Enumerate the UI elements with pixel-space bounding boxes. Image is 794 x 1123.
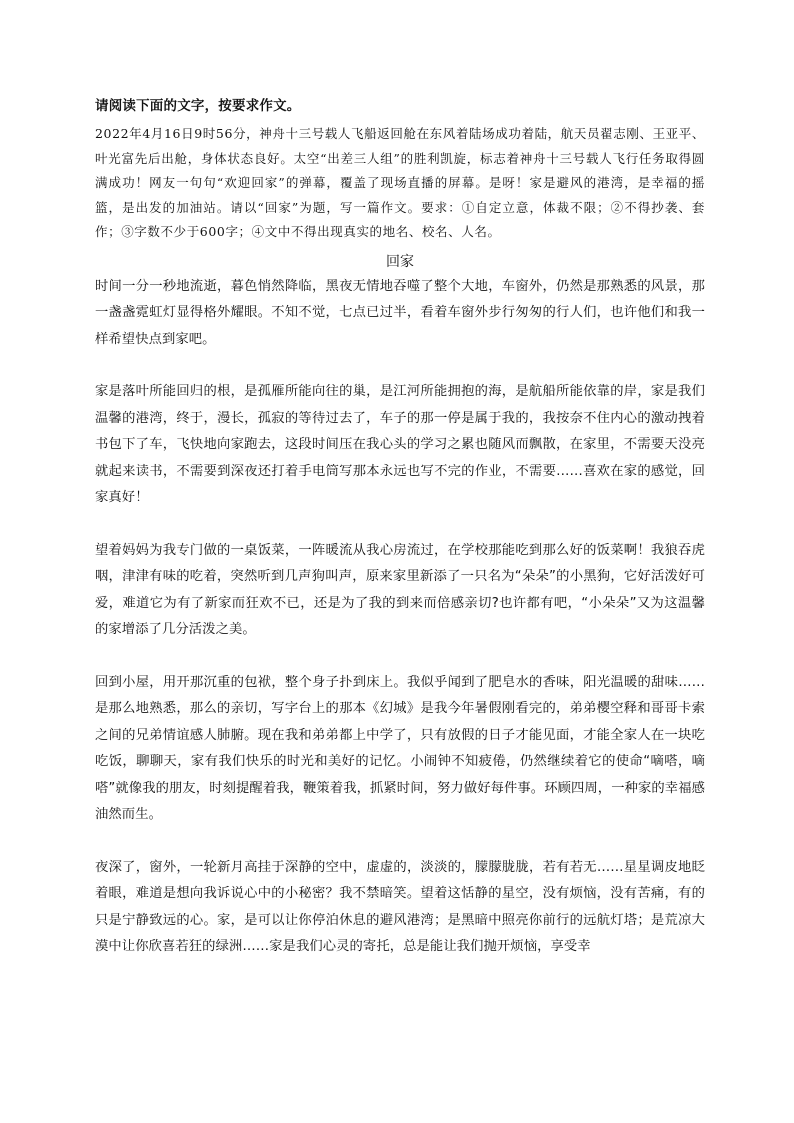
essay-paragraph-5: 夜深了，窗外，一轮新月高挂于深静的空中，虚虚的，淡淡的，朦朦胧胧，若有若无……星星调皮地眨着眼，难道是想向我诉说心中的小秘密？我不禁暗笑。望着这恬静的星空，没有烦恼，没有苦痛，有的只是宁静致远的心。家，是可以让你停泊休息的避风港湾；是黑暗中照亮你前行的远航灯塔；是荒凉大漠中让你欣喜若狂的绿洲……家是我们心灵的寄托，总是能让我们抛开烦恼，享受幸 bbox=[95, 859, 705, 954]
essay-title: 回家 bbox=[386, 253, 414, 270]
prompt-heading: 请阅读下面的文字，按要求作文。 bbox=[95, 98, 301, 114]
essay-paragraph-4: 回到小屋，用开那沉重的包袱，整个身子扑到床上。我似乎闻到了肥皂水的香味，阳光温暖的甜味……是那么地熟悉，那么的亲切，写字台上的那本《幻城》是我今年暑假刚看完的，弟弟樱空释和哥哥卡索之间的兄弟情谊感人肺腑。现在我和弟弟都上中学了，只有放假的日子才能见面，才能全家人在一块吃吃饭，聊聊天，家有我们快乐的时光和美好的记忆。小闹钟不知疲倦，仍然继续着它的使命“嘀嗒，嘀嗒”就像我的朋友，时刻提醒着我，鞭策着我，抓紧时间，努力做好每件事。环顾四周，一种家的幸福感油然而生。 bbox=[95, 674, 705, 822]
document-content bbox=[95, 96, 705, 961]
essay-paragraph-1: 时间一分一秒地流逝，暮色悄然降临，黑夜无情地吞噬了整个大地，车窗外，仍然是那熟悉的风景，那一盏盏霓虹灯显得格外耀眼。不知不觉，七点已过半，看着车窗外步行匆匆的行人们，也许他们和我一样希望快点到家吧。 bbox=[95, 278, 705, 347]
prompt-body: 2022年4月16日9时56分，神舟十三号载人飞船返回舱在东风着陆场成功着陆，航天员翟志刚、王亚平、叶光富先后出舱，身体状态良好。太空“出差三人组”的胜利凯旋，标志着神舟十三号载人飞行任务取得圆满成功！网友一句句“欢迎回家”的弹幕，覆盖了现场直播的屏幕。是呀！家是避风的港湾，是幸福的摇篮，是出发的加油站。请以“回家”为题，写一篇作文。要求：①自定立意，体裁不限；②不得抄袭、套作；③字数不少于600字；④文中不得出现真实的地名、校名、人名。 bbox=[95, 126, 705, 239]
essay-paragraph-3: 望着妈妈为我专门做的一桌饭菜，一阵暖流从我心房流过，在学校那能吃到那么好的饭菜啊！我狼吞虎咽，津津有味的吃着，突然听到几声狗叫声，原来家里新添了一只名为“朵朵”的小黑狗，它好活泼好可爱，难道它为有了新家而狂欢不已，还是为了我的到来而倍感亲切?也许都有吧，“小朵朵”又为这温馨的家增添了几分活泼之美。 bbox=[95, 542, 705, 637]
essay-paragraph-2: 家是落叶所能回归的根，是孤雁所能向往的巢，是江河所能拥抱的海，是航船所能依靠的岸，家是我们温馨的港湾，终于，漫长，孤寂的等待过去了，车子的那一停是属于我的，我按奈不住内心的激动拽着书包下了车，飞快地向家跑去，这段时间压在我心头的学习之累也随风而飘散，在家里，不需要天没亮就起来读书，不需要到深夜还打着手电筒写那本永远也写不完的作业，不需要……喜欢在家的感觉，回家真好！ bbox=[95, 384, 705, 505]
